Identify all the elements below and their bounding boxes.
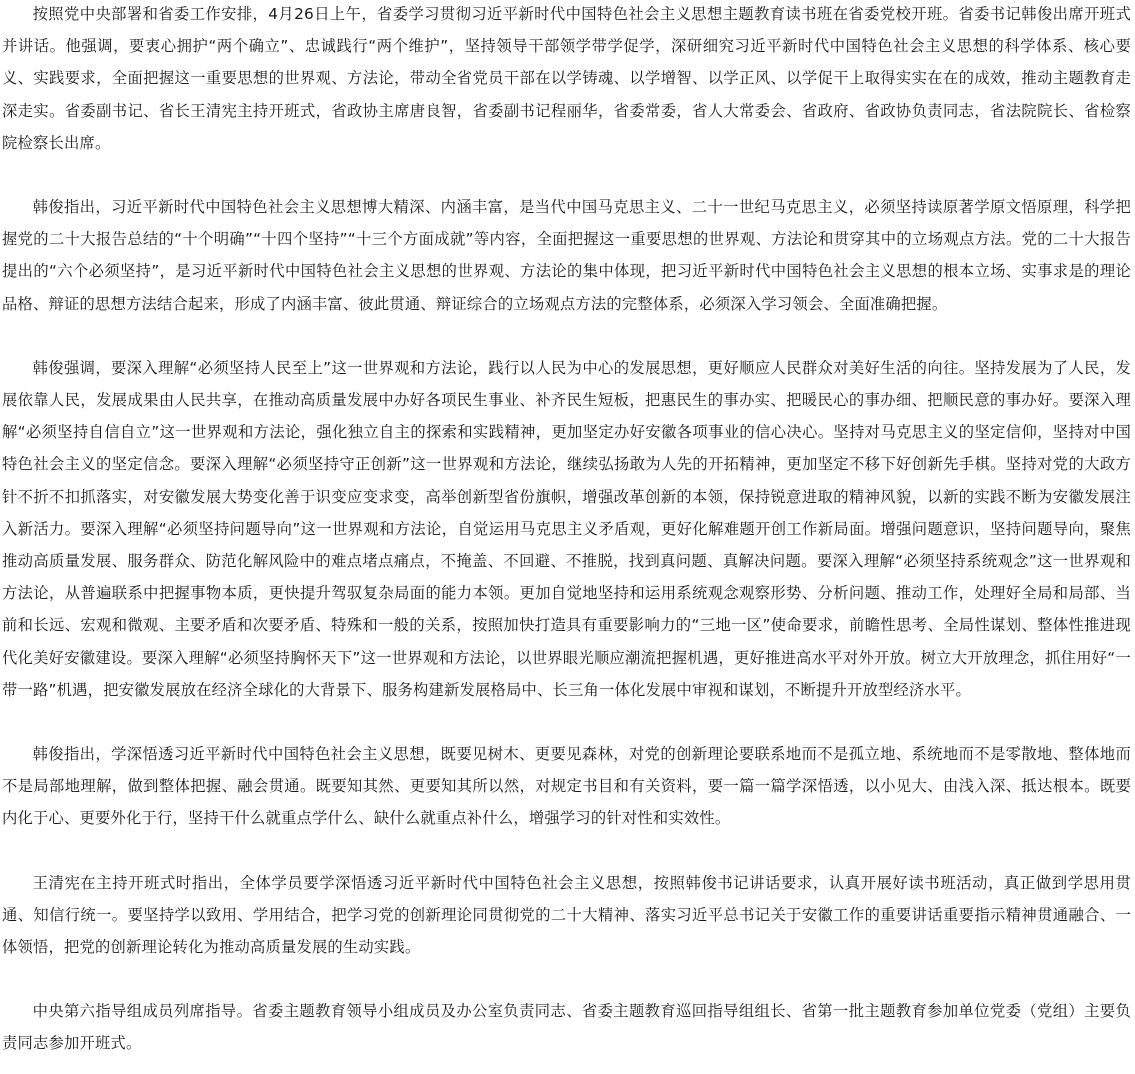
paragraph-theory-overview: 韩俊指出，习近平新时代中国特色社会主义思想博大精深、内涵丰富，是当代中国马克思主义、二十一世纪马克思主义，必须坚持读原著学原文悟原理，科学把握党的二十大报告总结的“十个明确”“十四个坚持”“十三个方面成就”等内容，全面把握这一重要思想的世界观、方法论和贯穿其中的立场观点方法。党的二十大报告提出的“六个必须坚持”，是习近平新时代中国特色社会主义思想的世界观、方法论的集中体现，把习近平新时代中国特色社会主义思想的根本立场、实事求是的理论品格、辩证的思想方法结合起来，形成了内涵丰富、彼此贯通、辩证综合的立场观点方法的完整体系，必须深入学习领会、全面准确把握。 xyxy=(2,198,1131,313)
paragraph-study-method: 韩俊指出，学深悟透习近平新时代中国特色社会主义思想，既要见树木、更要见森林，对党的创新理论要联系地而不是孤立地、系统地而不是零散地、整体地而不是局部地理解，做到整体把握、融会贯通。既要知其然、更要知其所以然，对规定书目和有关资料，要一篇一篇学深悟透，以小见大、由浅入深、抵达根本。既要内化于心、更要外化于行，坚持干什么就重点学什么、缺什么就重点补什么，增强学习的针对性和实效性。 xyxy=(2,745,1131,828)
paragraph-attendees: 中央第六指导组成员列席指导。省委主题教育领导小组成员及办公室负责同志、省委主题教育巡回指导组组长、省第一批主题教育参加单位党委（党组）主要负责同志参加开班式。 xyxy=(2,1002,1131,1053)
paragraph-six-must-adhere: 韩俊强调，要深入理解“必须坚持人民至上”这一世界观和方法论，践行以人民为中心的发展思想，更好顺应人民群众对美好生活的向往。坚持发展为了人民，发展依靠人民，发展成果由人民共享，在推动高质量发展中办好各项民生事业、补齐民生短板，把惠民生的事办实、把暖民心的事办细、把顺民意的事办好。要深入理解“必须坚持自信自立”这一世界观和方法论，强化独立自主的探索和实践精神，更加坚定办好安徽各项事业的信心决心。坚持对马克思主义的坚定信仰，坚持对中国特色社会主义的坚定信念。要深入理解“必须坚持守正创新”这一世界观和方法论，继续弘扬敢为人先的开拓精神，更加坚定不移下好创新先手棋。坚持对党的大政方针不折不扣抓落实，对安徽发展大势变化善于识变应变求变，高举创新型省份旗帜，增强改革创新的本领，保持锐意进取的精神风貌，以新的实践不断为安徽发展注入新活力。要深入理解“必须坚持问题导向”这一世界观和方法论，自觉运用马克思主义矛盾观，更好化解难题开创工作新局面。增强问题意识，坚持问题导向，聚焦推动高质量发展、服务群众、防范化解风险中的难点堵点痛点，不掩盖、不回避、不推脱，找到真问题、真解决问题。要深入理解“必须坚持系统观念”这一世界观和方法论，从普遍联系中把握事物本质，更快提升驾驭复杂局面的能力本领。更加自觉地坚持和运用系统观念观察形势、分析问题、推动工作，处理好全局和局部、当前和长远、宏观和微观、主要矛盾和次要矛盾、特殊和一般的关系，按照加快打造具有重要影响力的“三地一区”使命要求，前瞻性思考、全局性谋划、整体性推进现代化美好安徽建设。要深入理解“必须坚持胸怀天下”这一世界观和方法论，以世界眼光顺应潮流把握机遇，更好推进高水平对外开放。树立大开放理念，抓住用好“一带一路”机遇，把安徽发展放在经济全球化的大背景下、服务构建新发展格局中、长三角一体化发展中审视和谋划，不断提升开放型经济水平。 xyxy=(2,358,1131,699)
paragraph-host-remarks: 王清宪在主持开班式时指出，全体学员要学深悟透习近平新时代中国特色社会主义思想，按照韩俊书记讲话要求，认真开展好读书班活动，真正做到学思用贯通、知信行统一。要坚持学以致用、学用结合，把学习党的创新理论同贯彻党的二十大精神、落实习近平总书记关于安徽工作的重要讲话重要指示精神贯通融合、一体领悟，把党的创新理论转化为推动高质量发展的生动实践。 xyxy=(2,873,1131,957)
paragraph-opening-ceremony: 按照党中央部署和省委工作安排，4月26日上午，省委学习贯彻习近平新时代中国特色社会主义思想主题教育读书班在省委党校开班。省委书记韩俊出席开班式并讲话。他强调，要衷心拥护“两个确立”、忠诚践行“两个维护”，坚持领导干部领学带学促学，深研细究习近平新时代中国特色社会主义思想的科学体系、核心要义、实践要求，全面把握这一重要思想的世界观、方法论，带动全省党员干部在以学铸魂、以学增智、以学正风、以学促干上取得实实在在的成效，推动主题教育走深走实。省委副书记、省长王清宪主持开班式，省政协主席唐良智，省委副书记程丽华，省委常委，省人大常委会、省政府、省政协负责同志，省法院院长、省检察院检察长出席。 xyxy=(2,5,1131,152)
